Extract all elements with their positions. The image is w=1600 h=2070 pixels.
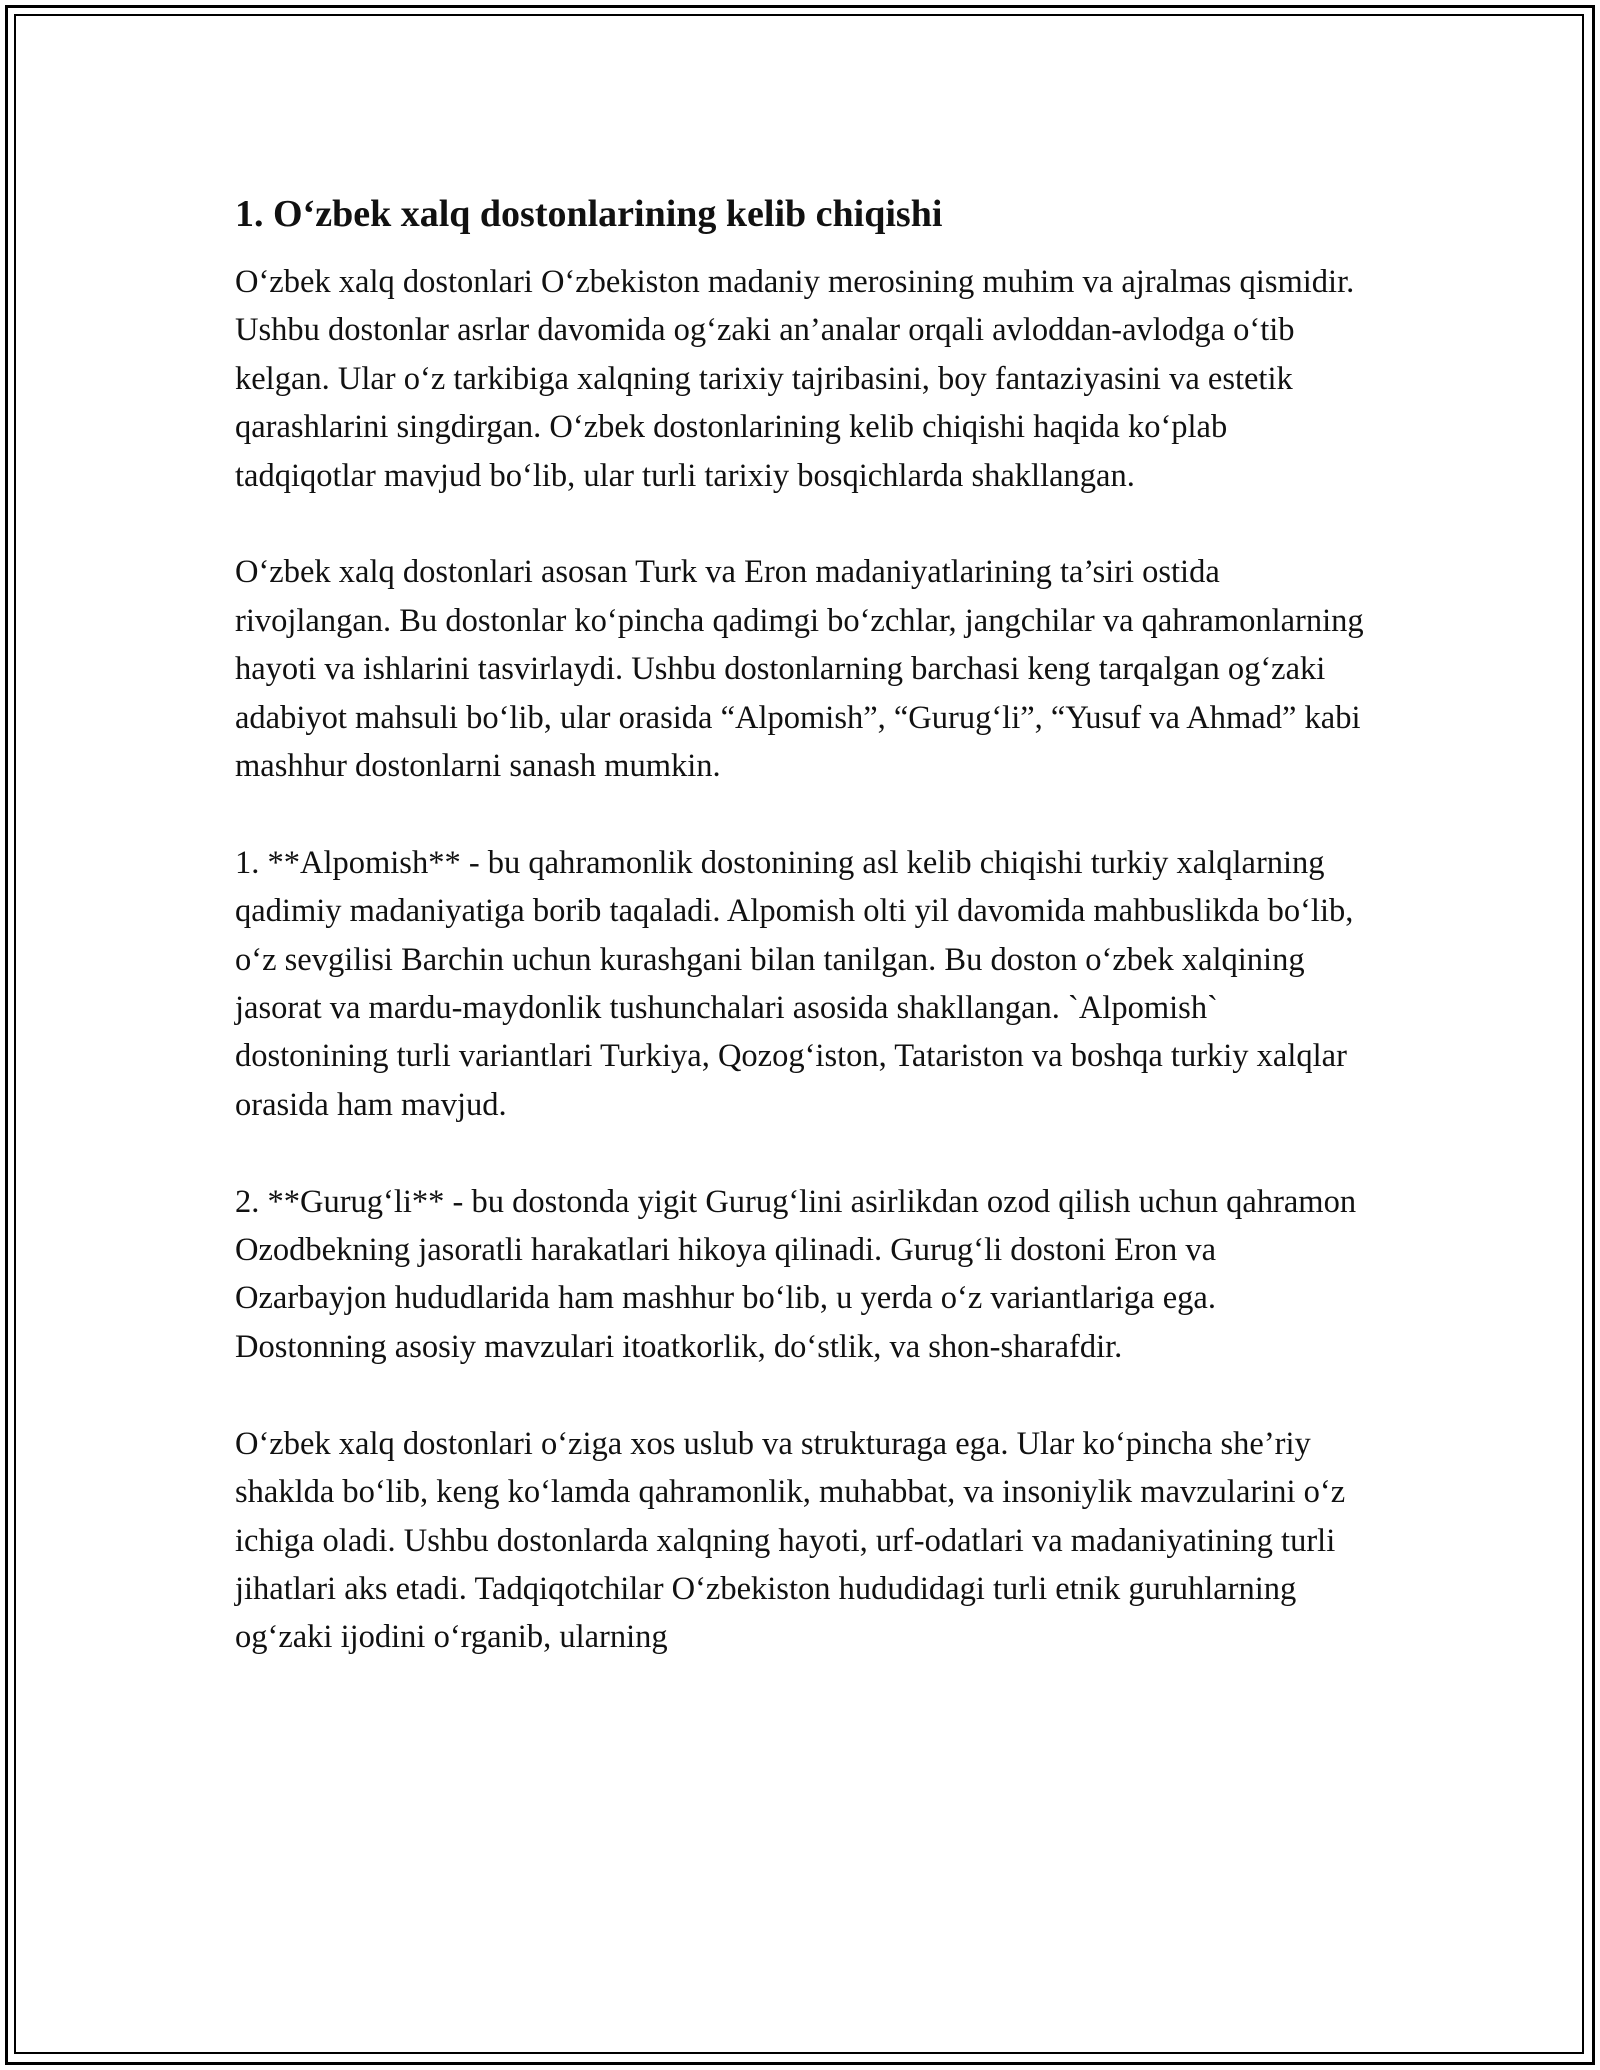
document-body xyxy=(235,186,1370,1710)
paragraph-intro: O‘zbek xalq dostonlari O‘zbekiston madaniy merosining muhim va ajralmas qismidir. Ushbu dostonlar asrlar davomida og‘zaki an’analar orqali avloddan-avlodga o‘tib kelgan. Ular o‘z tarkibiga xalqning tarixiy tajribasini, boy fantaziyasini va estetik qarashlarini singdirgan. O‘zbek dostonlarining kelib chiqishi haqida ko‘plab tadqiqotlar mavjud bo‘lib, ular turli tarixiy bosqichlarda shakllangan. xyxy=(235,264,1355,494)
section-heading: 1. O‘zbek xalq dostonlarining kelib chiqishi xyxy=(235,193,943,235)
paragraph-gurugli: 2. **Gurug‘li** - bu dostonda yigit Gurug‘lini asirlikdan ozod qilish uchun qahramon Ozodbekning jasoratli harakatlari hikoya qilinadi. Gurug‘li dostoni Eron va Ozarbayjon hududlarida ham mashhur bo‘lib, u yerda o‘z variantlariga ega. Dostonning asosiy mavzulari itoatkorlik, do‘stlik, va shon-sharafdir. xyxy=(235,1183,1357,1365)
paragraph-influences: O‘zbek xalq dostonlari asosan Turk va Eron madaniyatlarining ta’siri ostida rivojlangan. Bu dostonlar ko‘pincha qadimgi bo‘zchlar, jangchilar va qahramonlarning hayoti va ishlarini tasvirlaydi. Ushbu dostonlarning barchasi keng tarqalgan og‘zaki adabiyot mahsuli bo‘lib, ular orasida “Alpomish”, “Gurug‘li”, “Yusuf va Ahmad” kabi mashhur dostonlarni sanash mumkin. xyxy=(235,554,1364,785)
paragraph-alpomish: 1. **Alpomish** - bu qahramonlik dostonining asl kelib chiqishi turkiy xalqlarning qadimiy madaniyatiga borib taqaladi. Alpomish olti yil davomida mahbuslikda bo‘lib, o‘z sevgilisi Barchin uchun kurashgani bilan tanilgan. Bu doston o‘zbek xalqining jasorat va mardu-maydonlik tushunchalari asosida shakllangan. `Alpomish` dostonining turli variantlari Turkiya, Qozog‘iston, Tatariston va boshqa turkiy xalqlar orasida ham mavjud. xyxy=(235,844,1354,1123)
paragraph-style: O‘zbek xalq dostonlari o‘ziga xos uslub va strukturaga ega. Ular ko‘pincha she’riy shaklda bo‘lib, keng ko‘lamda qahramonlik, muhabbat, va insoniylik mavzularini o‘z ichiga oladi. Ushbu dostonlarda xalqning hayoti, urf-odatlari va madaniyatining turli jihatlari aks etadi. Tadqiqotchilar O‘zbekiston hududidagi turli etnik guruhlarning og‘zaki ijodini o‘rganib, ularning xyxy=(235,1425,1346,1656)
